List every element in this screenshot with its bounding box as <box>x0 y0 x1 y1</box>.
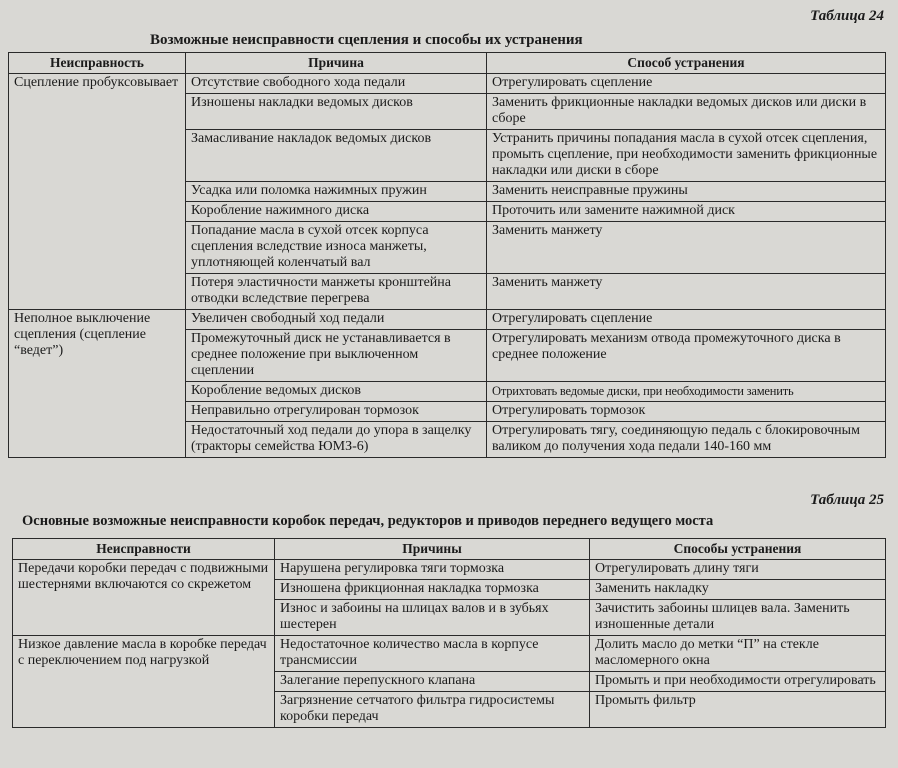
remedy-cell: Устранить причины попадания масла в сухой отсек сцепления, промыть сцепление, при необходимости заменить фрикционные накладки или диски в сборе <box>487 130 886 182</box>
table-row <box>13 636 886 672</box>
table24 <box>8 52 886 458</box>
fault-cell: Низкое давление масла в коробке передач с переключением под нагрузкой <box>13 636 275 728</box>
cause-cell: Усадка или поломка нажимных пружин <box>186 182 487 202</box>
remedy-cell: Заменить неисправные пружины <box>487 182 886 202</box>
cause-cell: Изношены накладки ведомых дисков <box>186 94 487 130</box>
fault-cell: Передачи коробки передач с подвижными шестернями включаются со скрежетом <box>13 560 275 636</box>
table-row <box>9 74 886 94</box>
fault-cell: Сцепление пробуксовывает <box>9 74 186 310</box>
remedy-cell: Отрихтовать ведомые диски, при необходимости заменить <box>487 382 886 402</box>
cause-cell: Изношена фрикционная накладка тормозка <box>275 580 590 600</box>
table24-title: Возможные неисправности сцепления и способы их устранения <box>150 32 583 48</box>
remedy-cell: Промыть фильтр <box>590 692 886 728</box>
remedy-cell: Зачистить забоины шлицев вала. Заменить изношенные детали <box>590 600 886 636</box>
header-remedy: Способ устранения <box>487 53 886 74</box>
header-fault: Неисправности <box>13 539 275 560</box>
table-row <box>9 310 886 330</box>
header-remedy: Способы устранения <box>590 539 886 560</box>
remedy-cell: Заменить манжету <box>487 222 886 274</box>
cause-cell: Нарушена регулировка тяги тормозка <box>275 560 590 580</box>
table25-caption: Таблица 25 <box>810 492 884 508</box>
cause-cell: Промежуточный диск не устанавливается в среднее положение при выключенном сцеплении <box>186 330 487 382</box>
cause-cell: Попадание масла в сухой отсек корпуса сцепления вследствие износа манжеты, уплотняющей коленчатый вал <box>186 222 487 274</box>
remedy-cell: Проточить или замените нажимной диск <box>487 202 886 222</box>
remedy-cell: Заменить фрикционные накладки ведомых дисков или диски в сборе <box>487 94 886 130</box>
remedy-cell: Промыть и при необходимости отрегулировать <box>590 672 886 692</box>
remedy-cell: Отрегулировать сцепление <box>487 74 886 94</box>
remedy-cell: Отрегулировать сцепление <box>487 310 886 330</box>
table-header-row <box>13 539 886 560</box>
cause-cell: Отсутствие свободного хода педали <box>186 74 487 94</box>
cause-cell: Износ и забоины на шлицах валов и в зубьях шестерен <box>275 600 590 636</box>
remedy-cell: Заменить манжету <box>487 274 886 310</box>
fault-cell: Неполное выключение сцепления (сцепление “ведет”) <box>9 310 186 458</box>
cause-cell: Замасливание накладок ведомых дисков <box>186 130 487 182</box>
cause-cell: Коробление нажимного диска <box>186 202 487 222</box>
cause-cell: Загрязнение сетчатого фильтра гидросистемы коробки передач <box>275 692 590 728</box>
header-cause: Причина <box>186 53 487 74</box>
table25 <box>12 538 886 728</box>
cause-cell: Недостаточное количество масла в корпусе трансмиссии <box>275 636 590 672</box>
remedy-cell: Отрегулировать тормозок <box>487 402 886 422</box>
cause-cell: Коробление ведомых дисков <box>186 382 487 402</box>
remedy-cell: Заменить накладку <box>590 580 886 600</box>
cause-cell: Неправильно отрегулирован тормозок <box>186 402 487 422</box>
table25-title: Основные возможные неисправности коробок передач, редукторов и приводов переднего ведущего моста <box>22 513 714 529</box>
table24-caption: Таблица 24 <box>810 8 884 24</box>
table-header-row <box>9 53 886 74</box>
remedy-cell: Долить масло до метки “П” на стекле масломерного окна <box>590 636 886 672</box>
header-cause: Причины <box>275 539 590 560</box>
cause-cell: Залегание перепускного клапана <box>275 672 590 692</box>
remedy-cell: Отрегулировать механизм отвода промежуточного диска в среднее положение <box>487 330 886 382</box>
cause-cell: Увеличен свободный ход педали <box>186 310 487 330</box>
cause-cell: Потеря эластичности манжеты кронштейна отводки вследствие перегрева <box>186 274 487 310</box>
remedy-cell: Отрегулировать длину тяги <box>590 560 886 580</box>
cause-cell: Недостаточный ход педали до упора в защелку (тракторы семейства ЮМЗ-6) <box>186 422 487 458</box>
table-row <box>13 560 886 580</box>
header-fault: Неисправность <box>9 53 186 74</box>
remedy-cell: Отрегулировать тягу, соединяющую педаль с блокировочным валиком до получения хода педали 140-160 мм <box>487 422 886 458</box>
